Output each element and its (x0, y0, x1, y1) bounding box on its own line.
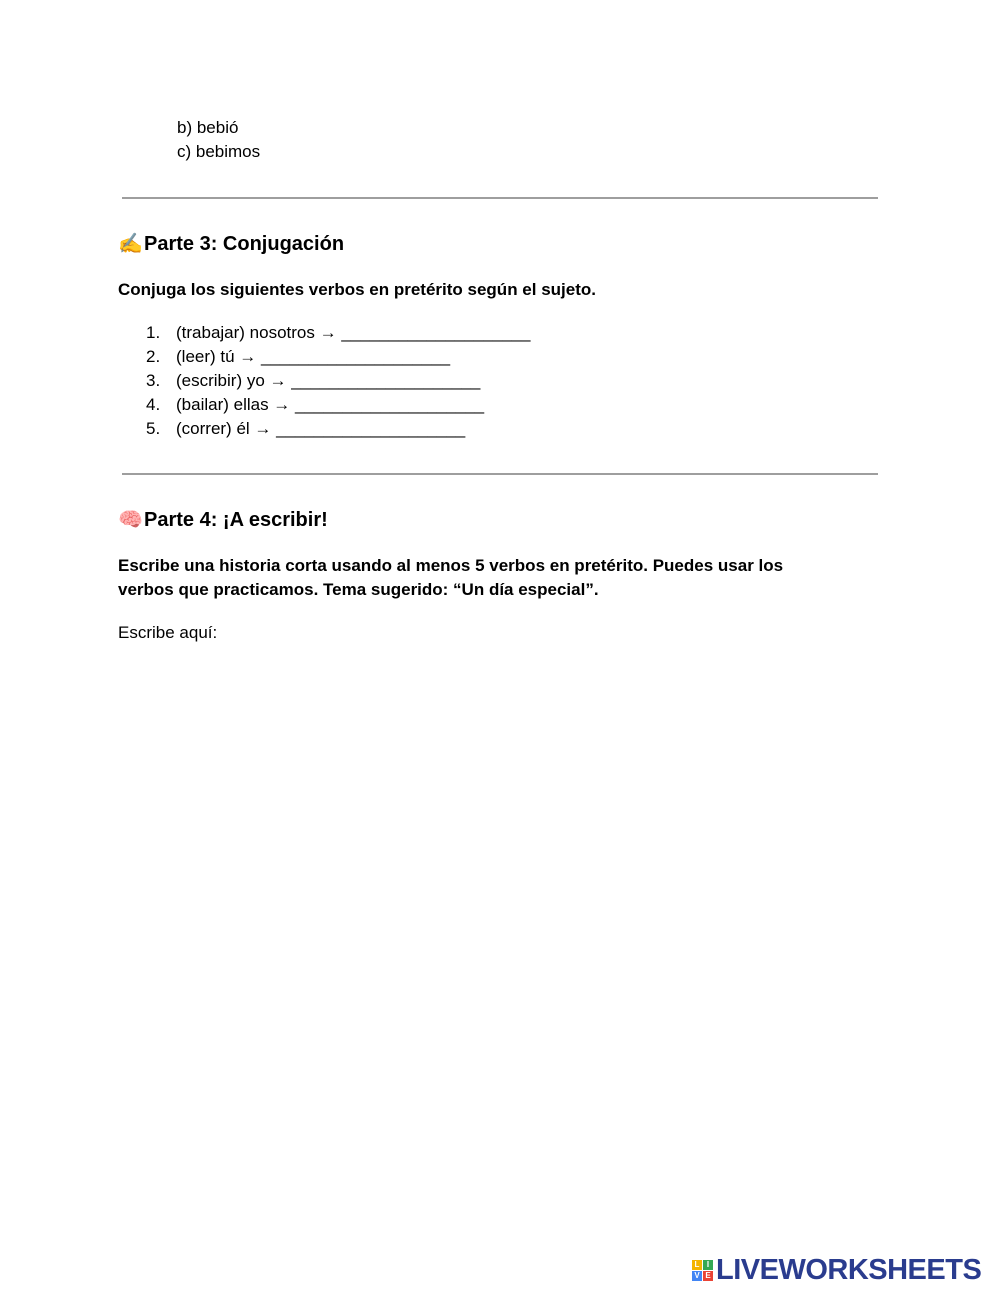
brain-icon: 🧠 (118, 509, 143, 531)
conjugation-item[interactable] (146, 346, 450, 368)
logo-mark-icon (692, 1260, 713, 1281)
conjugation-item[interactable] (146, 394, 484, 416)
part3-instruction: Conjuga los siguientes verbos en pretérito según el sujeto. (118, 280, 596, 299)
answer-option-c: c) bebimos (177, 142, 261, 161)
section-divider (122, 473, 878, 475)
item-text: (bailar) ellas → ____________________ (176, 395, 485, 414)
logo-mark-tile: I (703, 1260, 713, 1270)
item-text: (trabajar) nosotros → ____________________ (176, 323, 531, 342)
logo-text: LIVEWORKSHEETS (716, 1254, 982, 1286)
writing-prompt: Escribe aquí: (118, 623, 218, 642)
item-text: (correr) él → ____________________ (176, 419, 466, 438)
conjugation-item[interactable] (146, 322, 530, 344)
part4-title: Parte 4: ¡A escribir! (144, 509, 328, 531)
part3-title: Parte 3: Conjugación (144, 233, 345, 255)
conjugation-item[interactable] (146, 418, 465, 440)
item-text: (leer) tú → ____________________ (176, 347, 451, 366)
logo-mark-tile: E (703, 1271, 713, 1281)
conjugation-item[interactable] (146, 370, 480, 392)
item-number: 3. (146, 371, 161, 390)
liveworksheets-logo[interactable] (692, 1255, 981, 1285)
item-number: 2. (146, 347, 161, 366)
item-number: 4. (146, 395, 161, 414)
logo-mark-tile: L (692, 1260, 702, 1270)
item-number: 1. (146, 323, 161, 342)
logo-mark-tile: V (692, 1271, 702, 1281)
item-text: (escribir) yo → ____________________ (176, 371, 481, 390)
part3-heading (118, 232, 344, 256)
writing-hand-icon: ✍️ (118, 233, 143, 255)
item-number: 5. (146, 419, 161, 438)
answer-option-b: b) bebió (177, 118, 239, 137)
section-divider (122, 197, 878, 199)
part4-instruction: Escribe una historia corta usando al menos 5 verbos en pretérito. Puedes usar los verbos que practicamos. Tema sugerido: “Un día especial”. (118, 556, 784, 599)
part4-heading (118, 508, 328, 532)
